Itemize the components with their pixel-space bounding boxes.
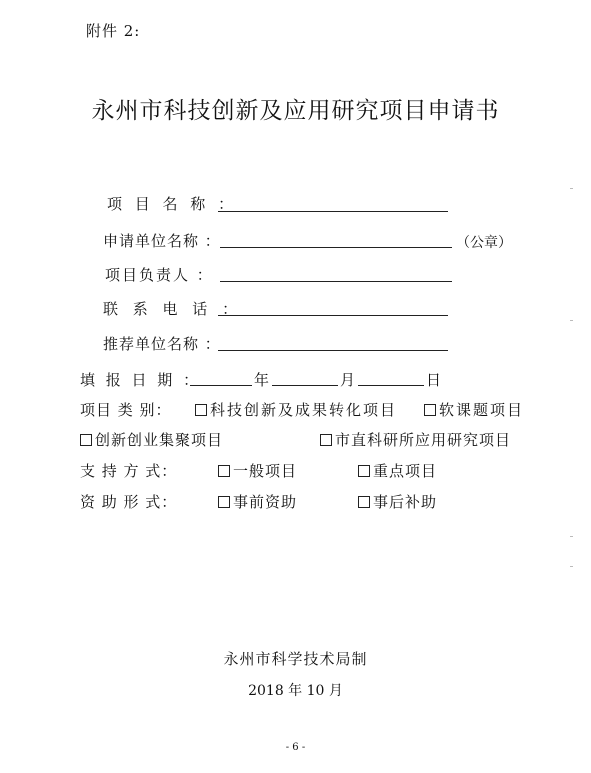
- project-name-label: 项 目 名 称 ：: [107, 195, 238, 213]
- scan-mark: [570, 320, 573, 321]
- support-option-label: 重点项目: [373, 462, 438, 480]
- attachment-label: 附件 2:: [86, 22, 141, 40]
- month-unit: 月: [340, 371, 356, 389]
- fill-date-label: 填 报 日 期 ：: [80, 371, 202, 389]
- issuing-organization: 永州市科学技术局制: [223, 650, 368, 668]
- applicant-unit-field[interactable]: [220, 247, 452, 248]
- scan-mark: [570, 536, 573, 537]
- day-unit: 日: [426, 371, 442, 389]
- checkbox-icon: [424, 404, 436, 416]
- category-option-soft-topic[interactable]: [424, 399, 524, 420]
- funding-option-pre[interactable]: [218, 491, 297, 512]
- checkbox-icon: [80, 434, 92, 446]
- category-option-label: 科技创新及成果转化项目: [210, 401, 398, 419]
- checkbox-icon: [358, 465, 370, 477]
- checkbox-icon: [218, 465, 230, 477]
- funding-option-post[interactable]: [358, 491, 437, 512]
- scan-mark: [570, 566, 573, 567]
- contact-phone-label: 联 系 电 话 ：: [103, 300, 243, 318]
- category-option-research-institute[interactable]: [320, 429, 511, 450]
- applicant-unit-label: 申请单位名称 ：: [103, 232, 221, 250]
- year-unit: 年: [254, 371, 270, 389]
- category-option-label: 创新创业集聚项目: [95, 431, 224, 449]
- page-number: - 6 -: [285, 742, 306, 753]
- category-option-innovation[interactable]: [195, 399, 397, 420]
- checkbox-icon: [358, 496, 370, 508]
- day-field[interactable]: [358, 385, 424, 386]
- checkbox-icon: [320, 434, 332, 446]
- checkbox-icon: [218, 496, 230, 508]
- project-category-label: 项目 类 别：: [80, 401, 172, 419]
- category-option-label: 软课题项目: [439, 401, 525, 419]
- project-leader-field[interactable]: [220, 281, 452, 282]
- checkbox-icon: [195, 404, 207, 416]
- document-title: 永州市科技创新及应用研究项目申请书: [91, 98, 500, 124]
- contact-phone-field[interactable]: [218, 315, 448, 316]
- funding-option-label: 事后补助: [373, 493, 438, 511]
- official-seal-note: （公章）: [456, 235, 512, 251]
- support-option-general[interactable]: [218, 460, 297, 481]
- month-field[interactable]: [272, 385, 338, 386]
- funding-option-label: 事前资助: [233, 493, 298, 511]
- issue-date: 2018 年 10 月: [248, 683, 343, 699]
- funding-form-label: 资 助 形 式：: [80, 493, 178, 511]
- support-option-label: 一般项目: [233, 462, 298, 480]
- project-leader-label: 项目负责人 ：: [105, 266, 214, 284]
- recommending-unit-field[interactable]: [218, 350, 448, 351]
- category-option-label: 市直科研所应用研究项目: [335, 431, 512, 449]
- year-field[interactable]: [190, 385, 252, 386]
- scan-mark: [570, 188, 573, 189]
- support-method-label: 支 持 方 式：: [80, 462, 178, 480]
- project-name-field[interactable]: [218, 211, 448, 212]
- recommending-unit-label: 推荐单位名称 ：: [103, 335, 221, 353]
- category-option-entrepreneurship[interactable]: [80, 429, 223, 450]
- support-option-key[interactable]: [358, 460, 437, 481]
